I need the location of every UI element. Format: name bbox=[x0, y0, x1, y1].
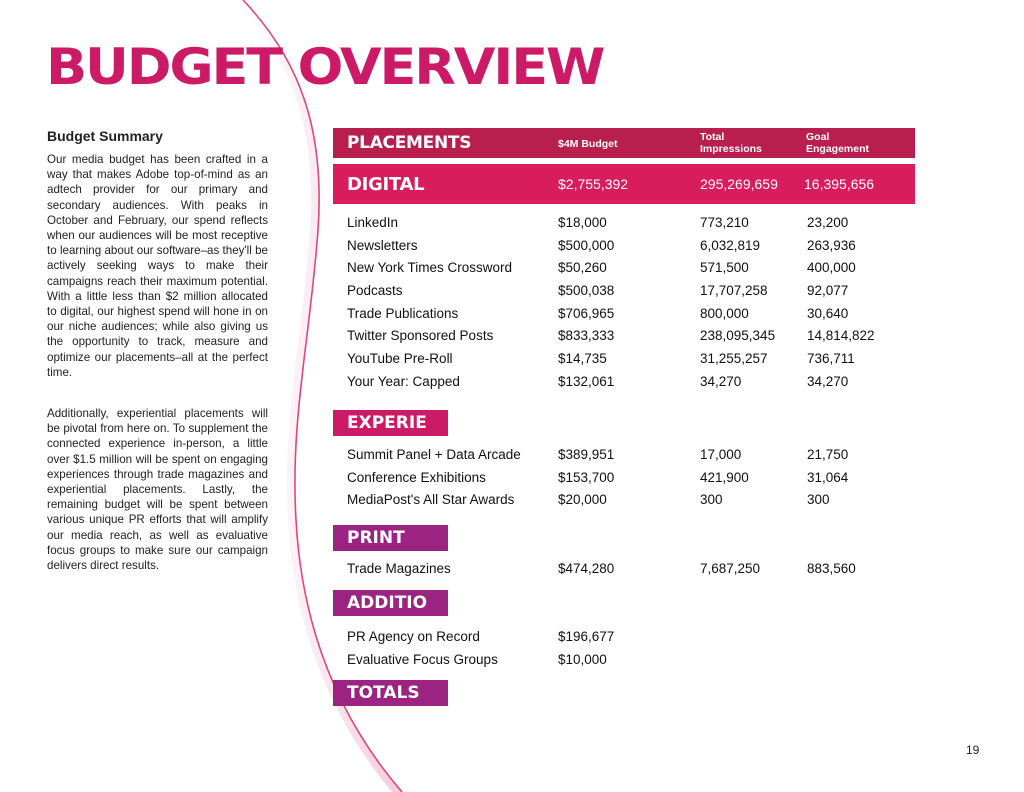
placements-header: PLACEMENTS bbox=[347, 133, 472, 153]
impressions-column-header: Total Impressions bbox=[700, 131, 762, 155]
placement-engagement: 883,560 bbox=[807, 561, 856, 576]
table-header-bar bbox=[333, 128, 915, 158]
placement-budget: $500,038 bbox=[558, 283, 615, 298]
placement-name: LinkedIn bbox=[347, 215, 399, 230]
placement-budget: $153,700 bbox=[558, 470, 615, 485]
placement-engagement: 34,270 bbox=[807, 374, 849, 389]
placement-impressions: 31,255,257 bbox=[700, 351, 768, 366]
placement-name: Summit Panel + Data Arcade bbox=[347, 447, 521, 462]
placement-engagement: 31,064 bbox=[807, 470, 849, 485]
placement-engagement: 30,640 bbox=[807, 306, 849, 321]
digital-summary-bar bbox=[333, 164, 915, 204]
table-row bbox=[347, 447, 907, 467]
table-row bbox=[347, 306, 907, 326]
placement-budget: $50,260 bbox=[558, 260, 607, 275]
placement-name: PR Agency on Record bbox=[347, 629, 480, 644]
placement-budget: $18,000 bbox=[558, 215, 607, 230]
placement-engagement: 263,936 bbox=[807, 238, 856, 253]
placement-impressions: 17,707,258 bbox=[700, 283, 768, 298]
placement-impressions: 800,000 bbox=[700, 306, 749, 321]
placement-budget: $389,951 bbox=[558, 447, 615, 462]
placement-engagement: 23,200 bbox=[807, 215, 849, 230]
placement-name: Your Year: Capped bbox=[347, 374, 460, 389]
placement-budget: $10,000 bbox=[558, 652, 607, 667]
placement-engagement: 400,000 bbox=[807, 260, 856, 275]
placement-budget: $132,061 bbox=[558, 374, 615, 389]
table-row bbox=[347, 561, 907, 581]
placement-impressions: 300 bbox=[700, 492, 723, 507]
table-row bbox=[347, 328, 907, 348]
totals-section-label: TOTALS bbox=[333, 680, 448, 706]
table-row bbox=[347, 215, 907, 235]
table-row bbox=[347, 351, 907, 371]
placement-impressions: 34,270 bbox=[700, 374, 742, 389]
placement-impressions: 7,687,250 bbox=[700, 561, 761, 576]
placement-name: Trade Publications bbox=[347, 306, 459, 321]
placement-budget: $196,677 bbox=[558, 629, 615, 644]
placement-engagement: 300 bbox=[807, 492, 830, 507]
placement-budget: $500,000 bbox=[558, 238, 615, 253]
page-number: 19 bbox=[966, 743, 980, 757]
placement-name: MediaPost's All Star Awards bbox=[347, 492, 515, 507]
placement-engagement: 14,814,822 bbox=[807, 328, 875, 343]
placement-impressions: 17,000 bbox=[700, 447, 742, 462]
placement-name: Newsletters bbox=[347, 238, 418, 253]
table-row bbox=[347, 238, 907, 258]
table-row bbox=[347, 260, 907, 280]
budget-summary bbox=[47, 128, 268, 599]
placement-name: Twitter Sponsored Posts bbox=[347, 328, 494, 343]
table-row bbox=[347, 492, 907, 512]
page-title: BUDGET OVERVIEW bbox=[46, 38, 604, 96]
placement-name: Trade Magazines bbox=[347, 561, 451, 576]
engagement-column-header: Goal Engagement bbox=[806, 131, 870, 155]
table-row bbox=[347, 629, 907, 649]
placement-impressions: 773,210 bbox=[700, 215, 749, 230]
additional-section-label: ADDITIO bbox=[333, 590, 448, 616]
placement-budget: $833,333 bbox=[558, 328, 615, 343]
placement-engagement: 21,750 bbox=[807, 447, 849, 462]
budget-column-header: $4M Budget bbox=[558, 138, 618, 150]
summary-paragraph: Additionally, experiential placements will be pivotal from here on. To supplement the connected experience in-person, a little over $1.5 million will be spent on engaging experiences through trade magazines and experiential placements. Lastly, the remaining budget will be spent between various unique PR efforts that will amplify our media reach, as well as evaluative focus groups to make sure our campaign delivers direct results. bbox=[47, 407, 268, 573]
placement-budget: $14,735 bbox=[558, 351, 607, 366]
placement-name: New York Times Crossword bbox=[347, 260, 513, 275]
table-row bbox=[347, 470, 907, 490]
placement-engagement: 92,077 bbox=[807, 283, 849, 298]
placement-name: Evaluative Focus Groups bbox=[347, 652, 498, 667]
placement-engagement: 736,711 bbox=[807, 351, 855, 366]
digital-impressions: 295,269,659 bbox=[700, 176, 778, 192]
summary-paragraph: Our media budget has been crafted in a way that makes Adobe top-of-mind as an adtech provider for our primary and secondary audiences. With peaks in October and February, our spend reflects when our audiences will be most receptive to learning about our software–as they'll be actively seeking ways to make their campaigns reach their maximum potential. With a little less than $2 million allocated to digital, our highest spend will hone in on our niche audiences; while also giving us the opportunity to track, measure and optimize our placements–all at the perfect time. bbox=[47, 153, 268, 379]
placement-budget: $474,280 bbox=[558, 561, 615, 576]
table-row bbox=[347, 374, 907, 394]
print-section-label: PRINT bbox=[333, 525, 448, 551]
table-row bbox=[347, 652, 907, 672]
placement-budget: $20,000 bbox=[558, 492, 607, 507]
digital-engagement: 16,395,656 bbox=[804, 176, 875, 192]
placement-impressions: 238,095,345 bbox=[700, 328, 776, 343]
experiential-section-label: EXPERIE bbox=[333, 410, 448, 436]
placement-name: Conference Exhibitions bbox=[347, 470, 486, 485]
digital-budget: $2,755,392 bbox=[558, 176, 629, 192]
placement-name: Podcasts bbox=[347, 283, 403, 298]
summary-heading: Budget Summary bbox=[47, 128, 163, 144]
digital-label: DIGITAL bbox=[347, 174, 425, 195]
placement-impressions: 6,032,819 bbox=[700, 238, 761, 253]
placement-impressions: 571,500 bbox=[700, 260, 749, 275]
table-row bbox=[347, 283, 907, 303]
placement-budget: $706,965 bbox=[558, 306, 615, 321]
placement-name: YouTube Pre-Roll bbox=[347, 351, 453, 366]
placement-impressions: 421,900 bbox=[700, 470, 749, 485]
